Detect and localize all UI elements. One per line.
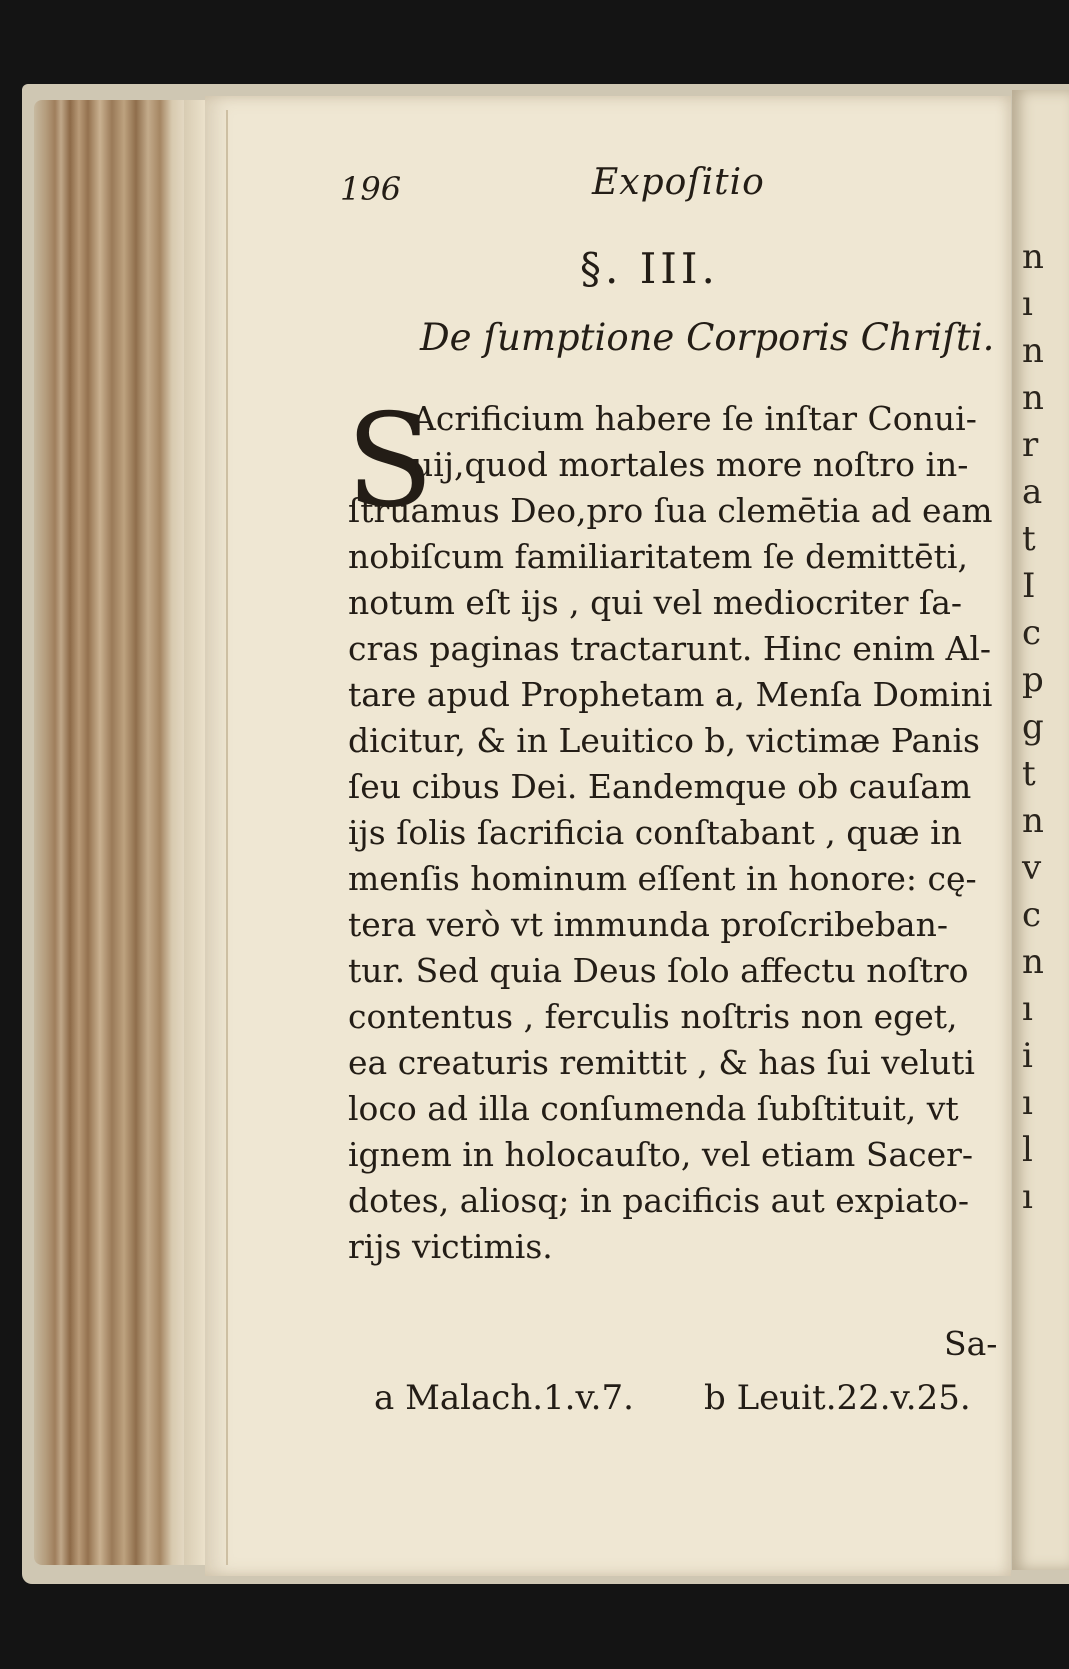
text-line: dotes, aliosq; in pacificis aut expiato-	[348, 1181, 970, 1220]
text-line: menſis hominum eſſent in honore: cę-	[348, 859, 977, 898]
running-head	[330, 162, 980, 212]
text-line: uij,quod mortales more noſtro in-	[412, 445, 969, 484]
body-text	[346, 387, 998, 1270]
footnote-b: b Leuit.22.v.25.	[704, 1378, 971, 1418]
text-line: loco ad illa conſumenda ſubſtituit, vt	[348, 1089, 959, 1128]
text-line: contentus , ferculis noſtris non eget,	[348, 997, 958, 1036]
facing-page-fragment: r	[1022, 425, 1039, 465]
running-title: Expoſitio	[592, 162, 765, 203]
footnotes	[374, 1378, 1014, 1424]
text-line: tare apud Prophetam a, Menſa Domini	[348, 675, 993, 714]
footnote-a: a Malach.1.v.7.	[374, 1378, 634, 1418]
section-title: De ſumptione Corporis Chriſti.	[420, 316, 995, 359]
page-fold-line	[226, 110, 228, 1565]
facing-page-fragment: p	[1022, 660, 1044, 700]
facing-page-fragment: n	[1022, 237, 1044, 277]
text-line: dicitur, & in Leuitico b, victimæ Panis	[348, 721, 980, 760]
text-line: tera verò vt immunda proſcribeban-	[348, 905, 949, 944]
facing-page-fragment: ı	[1022, 1177, 1033, 1217]
facing-page-fragment: n	[1022, 331, 1044, 371]
text-line: ignem in holocauſto, vel etiam Sacer-	[348, 1135, 974, 1174]
section-number: §. III.	[580, 244, 719, 293]
catchword: Sa-	[944, 1324, 998, 1363]
text-line: Acrificium habere ſe inſtar Conui-	[412, 399, 977, 438]
page-edges	[34, 100, 184, 1565]
text-line: cras paginas tractarunt. Hinc enim Al-	[348, 629, 992, 668]
text-line: rijs victimis.	[348, 1227, 553, 1266]
text-line: notum eſt ijs , qui vel mediocriter ſa-	[348, 583, 963, 622]
text-line: tur. Sed quia Deus ſolo affectu noſtro	[348, 951, 969, 990]
facing-page-fragment: l	[1022, 1130, 1033, 1170]
text-line: ea creaturis remittit , & has ſui veluti	[348, 1043, 975, 1082]
facing-page-fragment: I	[1022, 566, 1036, 606]
facing-page-fragment: c	[1022, 895, 1042, 935]
facing-page-fragment: v	[1022, 848, 1042, 888]
text-line: ijs ſolis ſacrificia conſtabant , quæ in	[348, 813, 962, 852]
facing-page-fragment: n	[1022, 378, 1044, 418]
drop-cap: S	[346, 387, 434, 536]
facing-page-fragment: c	[1022, 613, 1042, 653]
facing-page-fragment: n	[1022, 942, 1044, 982]
facing-page-fragment: n	[1022, 801, 1044, 841]
text-line: ſeu cibus Dei. Eandemque ob cauſam	[348, 767, 972, 806]
facing-page-fragment: t	[1022, 754, 1036, 794]
text-line: nobiſcum familiaritatem ſe demittēti,	[348, 537, 968, 576]
text-line: ſtruamus Deo,pro ſua clemētia ad eam	[348, 491, 993, 530]
facing-page-fragment: g	[1022, 707, 1044, 747]
facing-page-fragment: ı	[1022, 1083, 1033, 1123]
facing-page-fragment: ı	[1022, 989, 1033, 1029]
facing-page-fragment: i	[1022, 1036, 1033, 1076]
facing-page-fragment: ı	[1022, 284, 1033, 324]
page-number: 196	[340, 170, 402, 208]
facing-page-edge	[1012, 90, 1069, 1570]
facing-page-fragment: a	[1022, 472, 1043, 512]
facing-page-fragment: t	[1022, 519, 1036, 559]
page-shadow	[184, 100, 206, 1565]
